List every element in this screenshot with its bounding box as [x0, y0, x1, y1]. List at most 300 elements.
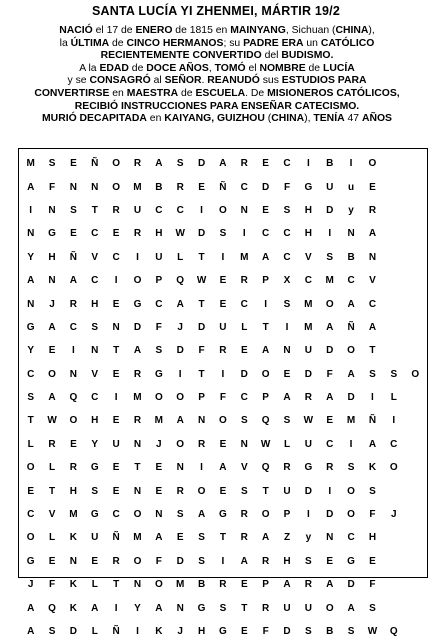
grid-cell[interactable]: A [219, 158, 227, 170]
grid-cell[interactable]: N [133, 485, 142, 497]
grid-cell[interactable]: R [240, 158, 248, 170]
grid-cell[interactable]: D [176, 555, 184, 567]
grid-cell[interactable]: L [91, 626, 98, 637]
grid-cell[interactable]: N [69, 181, 78, 193]
grid-cell[interactable]: S [283, 298, 291, 310]
grid-cell[interactable]: K [69, 532, 78, 544]
grid-cell[interactable]: C [347, 532, 355, 544]
grid-cell[interactable]: J [177, 626, 183, 637]
grid-cell[interactable]: T [262, 321, 269, 333]
grid-cell[interactable]: I [328, 228, 332, 240]
grid-cell[interactable]: Q [261, 462, 270, 474]
grid-cell[interactable]: I [328, 485, 332, 497]
grid-cell[interactable]: A [155, 602, 163, 614]
grid-cell[interactable]: C [347, 275, 355, 287]
grid-cell[interactable]: G [48, 228, 56, 240]
grid-cell[interactable]: N [27, 298, 35, 310]
grid-cell[interactable]: R [219, 345, 227, 357]
grid-cell[interactable]: A [27, 275, 35, 287]
grid-cell[interactable]: U [304, 345, 312, 357]
grid-cell[interactable]: O [26, 462, 35, 474]
grid-cell[interactable]: S [283, 204, 291, 216]
grid-cell[interactable]: S [219, 228, 227, 240]
grid-cell[interactable]: E [283, 368, 291, 380]
grid-cell[interactable]: I [136, 626, 139, 637]
grid-cell[interactable]: E [91, 555, 99, 567]
grid-cell[interactable]: B [326, 626, 334, 637]
grid-cell[interactable]: R [69, 298, 78, 310]
grid-cell[interactable]: R [176, 485, 184, 497]
grid-cell[interactable]: I [72, 345, 75, 357]
grid-cell[interactable]: S [91, 485, 99, 497]
grid-cell[interactable]: T [262, 485, 269, 497]
grid-cell[interactable]: H [48, 251, 56, 263]
grid-cell[interactable]: T [198, 251, 205, 263]
grid-cell[interactable]: O [176, 438, 185, 450]
grid-cell[interactable]: C [283, 158, 291, 170]
grid-cell[interactable]: C [326, 438, 334, 450]
grid-cell[interactable]: S [198, 555, 205, 567]
grid-cell[interactable]: T [91, 204, 98, 216]
grid-cell[interactable]: E [369, 181, 376, 193]
grid-cell[interactable]: C [176, 204, 184, 216]
grid-cell[interactable]: R [240, 532, 248, 544]
grid-cell[interactable]: O [26, 532, 35, 544]
grid-cell[interactable]: O [176, 392, 185, 404]
grid-cell[interactable]: P [262, 275, 269, 287]
grid-cell[interactable]: F [369, 509, 376, 521]
grid-cell[interactable]: H [304, 204, 312, 216]
grid-cell[interactable]: E [70, 158, 77, 170]
grid-cell[interactable]: V [48, 509, 56, 521]
grid-cell[interactable]: G [219, 626, 227, 637]
grid-cell[interactable]: D [304, 368, 312, 380]
grid-cell[interactable]: A [326, 579, 334, 591]
grid-cell[interactable]: D [304, 485, 312, 497]
grid-cell[interactable]: E [219, 438, 227, 450]
grid-cell[interactable]: Y [27, 251, 35, 263]
grid-cell[interactable]: D [347, 579, 355, 591]
grid-cell[interactable]: D [326, 204, 334, 216]
grid-cell[interactable]: D [262, 181, 270, 193]
grid-cell[interactable]: E [262, 158, 269, 170]
grid-cell[interactable]: W [260, 438, 271, 450]
grid-cell[interactable]: U [283, 602, 291, 614]
grid-cell[interactable]: N [91, 181, 99, 193]
grid-cell[interactable]: A [176, 298, 184, 310]
grid-cell[interactable]: M [26, 158, 35, 170]
grid-cell[interactable]: H [304, 228, 312, 240]
grid-cell[interactable]: X [283, 275, 291, 287]
grid-cell[interactable]: Q [389, 626, 398, 637]
grid-cell[interactable]: E [219, 485, 227, 497]
grid-cell[interactable]: W [196, 275, 207, 287]
grid-cell[interactable]: N [347, 228, 355, 240]
grid-cell[interactable]: S [240, 415, 248, 427]
grid-cell[interactable]: D [197, 228, 206, 240]
grid-cell[interactable]: V [91, 368, 99, 380]
grid-cell[interactable]: A [262, 345, 270, 357]
grid-cell[interactable]: S [390, 368, 398, 380]
grid-cell[interactable]: I [306, 158, 310, 170]
grid-cell[interactable]: H [197, 626, 206, 637]
grid-cell[interactable]: T [134, 462, 141, 474]
grid-cell[interactable]: D [197, 321, 206, 333]
grid-cell[interactable]: F [155, 321, 162, 333]
grid-cell[interactable]: N [48, 275, 56, 287]
grid-cell[interactable]: G [90, 462, 99, 474]
grid-cell[interactable]: E [240, 626, 248, 637]
grid-cell[interactable]: J [177, 321, 183, 333]
grid-cell[interactable]: G [197, 602, 206, 614]
grid-cell[interactable]: I [264, 298, 268, 310]
grid-cell[interactable]: C [27, 509, 35, 521]
grid-cell[interactable]: I [178, 368, 182, 380]
grid-cell[interactable]: B [326, 158, 334, 170]
grid-cell[interactable]: H [155, 228, 163, 240]
grid-cell[interactable]: T [27, 415, 34, 427]
grid-cell[interactable]: G [304, 181, 313, 193]
grid-cell[interactable]: R [69, 462, 78, 474]
grid-cell[interactable]: Ñ [112, 532, 120, 544]
grid-cell[interactable]: O [347, 345, 355, 357]
grid-cell[interactable]: E [155, 485, 163, 497]
grid-cell[interactable]: E [262, 204, 269, 216]
grid-cell[interactable]: D [69, 626, 78, 637]
grid-cell[interactable]: F [198, 345, 205, 357]
grid-cell[interactable]: Ñ [112, 626, 120, 637]
grid-cell[interactable]: I [306, 509, 310, 521]
grid-cell[interactable]: A [368, 228, 377, 240]
grid-cell[interactable]: S [305, 626, 312, 637]
grid-cell[interactable]: O [197, 485, 206, 497]
grid-cell[interactable]: S [91, 321, 99, 333]
grid-cell[interactable]: I [221, 368, 225, 380]
grid-cell[interactable]: W [367, 626, 378, 637]
grid-cell[interactable]: T [198, 368, 205, 380]
grid-cell[interactable]: W [175, 228, 185, 240]
grid-cell[interactable]: Q [261, 415, 270, 427]
grid-cell[interactable]: A [27, 181, 35, 193]
grid-cell[interactable]: B [347, 251, 355, 263]
grid-cell[interactable]: C [112, 251, 120, 263]
grid-cell[interactable]: A [133, 345, 142, 357]
grid-cell[interactable]: Z [283, 532, 291, 544]
grid-cell[interactable]: E [112, 415, 120, 427]
grid-cell[interactable]: U [304, 438, 312, 450]
grid-cell[interactable]: T [241, 602, 248, 614]
grid-cell[interactable]: y [305, 532, 312, 544]
grid-cell[interactable]: A [197, 509, 206, 521]
grid-cell[interactable]: C [240, 392, 248, 404]
grid-cell[interactable]: Q [69, 392, 78, 404]
grid-cell[interactable]: V [305, 251, 312, 263]
grid-cell[interactable]: S [305, 555, 312, 567]
grid-cell[interactable]: C [155, 204, 163, 216]
grid-cell[interactable]: J [49, 298, 55, 310]
grid-cell[interactable]: H [368, 532, 377, 544]
grid-cell[interactable]: O [411, 368, 420, 380]
grid-cell[interactable]: P [262, 579, 269, 591]
grid-cell[interactable]: H [69, 485, 78, 497]
grid-cell[interactable]: I [114, 392, 118, 404]
grid-cell[interactable]: L [177, 251, 184, 263]
grid-cell[interactable]: I [221, 251, 225, 263]
grid-cell[interactable]: E [112, 462, 120, 474]
grid-cell[interactable]: O [389, 462, 398, 474]
grid-cell[interactable]: E [240, 579, 248, 591]
grid-cell[interactable]: y [348, 204, 354, 216]
grid-cell[interactable]: J [156, 438, 162, 450]
grid-cell[interactable]: T [198, 298, 205, 310]
grid-cell[interactable]: M [176, 579, 185, 591]
grid-cell[interactable]: M [325, 275, 334, 287]
grid-cell[interactable]: M [346, 415, 356, 427]
grid-cell[interactable]: W [47, 415, 57, 427]
grid-cell[interactable]: E [219, 298, 227, 310]
grid-cell[interactable]: E [112, 368, 120, 380]
grid-cell[interactable]: L [27, 438, 34, 450]
grid-cell[interactable]: R [133, 368, 142, 380]
grid-cell[interactable]: I [285, 321, 289, 333]
grid-cell[interactable]: O [347, 485, 355, 497]
grid-cell[interactable]: E [240, 345, 248, 357]
grid-cell[interactable]: O [112, 181, 120, 193]
grid-cell[interactable]: S [347, 626, 355, 637]
grid-cell[interactable]: P [283, 509, 291, 521]
grid-cell[interactable]: N [368, 251, 377, 263]
grid-cell[interactable]: C [283, 228, 291, 240]
grid-cell[interactable]: D [283, 626, 291, 637]
grid-cell[interactable]: F [48, 181, 56, 193]
grid-cell[interactable]: K [368, 462, 377, 474]
grid-cell[interactable]: A [347, 602, 355, 614]
grid-cell[interactable]: N [69, 555, 78, 567]
grid-cell[interactable]: E [112, 228, 120, 240]
grid-cell[interactable]: R [197, 438, 206, 450]
grid-cell[interactable]: E [369, 555, 376, 567]
grid-cell[interactable]: L [48, 462, 56, 474]
grid-cell[interactable]: O [219, 415, 227, 427]
grid-cell[interactable]: S [369, 485, 376, 497]
grid-cell[interactable]: A [240, 555, 248, 567]
grid-cell[interactable]: O [261, 509, 270, 521]
grid-cell[interactable]: S [155, 345, 163, 357]
grid-cell[interactable]: S [240, 485, 248, 497]
grid-cell[interactable]: H [91, 298, 99, 310]
grid-cell[interactable]: S [176, 158, 184, 170]
grid-cell[interactable]: S [326, 251, 334, 263]
grid-cell[interactable]: A [27, 602, 35, 614]
grid-cell[interactable]: S [48, 158, 56, 170]
grid-cell[interactable]: E [326, 555, 334, 567]
grid-cell[interactable]: C [390, 438, 398, 450]
grid-cell[interactable]: D [326, 509, 334, 521]
grid-cell[interactable]: E [27, 485, 35, 497]
grid-cell[interactable]: F [48, 579, 56, 591]
grid-cell[interactable]: D [133, 321, 142, 333]
grid-cell[interactable]: S [27, 392, 35, 404]
grid-cell[interactable]: N [133, 579, 142, 591]
grid-cell[interactable]: N [176, 602, 184, 614]
grid-cell[interactable]: U [219, 321, 227, 333]
grid-cell[interactable]: Y [134, 602, 141, 614]
grid-cell[interactable]: O [154, 392, 163, 404]
grid-cell[interactable]: E [198, 181, 205, 193]
grid-cell[interactable]: E [326, 415, 334, 427]
grid-cell[interactable]: N [326, 532, 334, 544]
grid-cell[interactable]: O [368, 158, 377, 170]
grid-cell[interactable]: S [198, 532, 205, 544]
grid-cell[interactable]: O [133, 555, 142, 567]
grid-cell[interactable]: T [48, 485, 56, 497]
grid-cell[interactable]: A [27, 626, 35, 637]
grid-cell[interactable]: I [200, 204, 203, 216]
grid-cell[interactable]: Y [91, 438, 99, 450]
grid-cell[interactable]: A [347, 298, 355, 310]
grid-cell[interactable]: N [176, 462, 184, 474]
grid-cell[interactable]: R [133, 415, 142, 427]
grid-cell[interactable]: N [69, 368, 78, 380]
grid-cell[interactable]: N [91, 345, 99, 357]
grid-cell[interactable]: Q [176, 275, 185, 287]
grid-cell[interactable]: J [391, 509, 397, 521]
grid-cell[interactable]: R [262, 555, 270, 567]
grid-cell[interactable]: G [304, 462, 313, 474]
grid-cell[interactable]: N [283, 345, 291, 357]
grid-cell[interactable]: B [155, 181, 163, 193]
grid-cell[interactable]: A [368, 438, 377, 450]
grid-cell[interactable]: I [392, 415, 396, 427]
grid-cell[interactable]: C [240, 181, 248, 193]
grid-cell[interactable]: Ñ [368, 415, 377, 427]
grid-cell[interactable]: G [26, 555, 35, 567]
grid-cell[interactable]: D [197, 158, 206, 170]
grid-cell[interactable]: G [347, 555, 355, 567]
grid-cell[interactable]: A [262, 532, 270, 544]
grid-cell[interactable]: A [176, 415, 184, 427]
grid-cell[interactable]: L [91, 579, 98, 591]
grid-cell[interactable]: A [368, 321, 377, 333]
grid-cell[interactable]: u [348, 181, 355, 193]
grid-cell[interactable]: E [70, 438, 77, 450]
grid-cell[interactable]: E [70, 228, 77, 240]
grid-cell[interactable]: R [240, 275, 248, 287]
grid-cell[interactable]: S [369, 368, 376, 380]
grid-cell[interactable]: I [349, 158, 353, 170]
grid-cell[interactable]: M [133, 532, 142, 544]
grid-cell[interactable]: A [48, 392, 56, 404]
grid-cell[interactable]: I [114, 275, 118, 287]
grid-cell[interactable]: U [283, 485, 291, 497]
grid-cell[interactable]: T [369, 345, 376, 357]
grid-cell[interactable]: A [48, 321, 56, 333]
grid-cell[interactable]: C [112, 509, 120, 521]
grid-cell[interactable]: F [155, 555, 162, 567]
grid-cell[interactable]: M [69, 509, 78, 521]
grid-cell[interactable]: E [112, 485, 120, 497]
grid-cell[interactable]: K [69, 579, 78, 591]
grid-cell[interactable]: C [91, 392, 99, 404]
grid-cell[interactable]: A [283, 579, 291, 591]
grid-cell[interactable]: R [219, 579, 227, 591]
grid-cell[interactable]: N [48, 204, 56, 216]
grid-cell[interactable]: L [283, 438, 291, 450]
grid-cell[interactable]: A [91, 602, 99, 614]
grid-cell[interactable]: G [219, 509, 227, 521]
grid-cell[interactable]: R [133, 158, 142, 170]
grid-cell[interactable]: N [240, 438, 248, 450]
grid-cell[interactable]: F [326, 368, 333, 380]
grid-cell[interactable]: F [262, 626, 269, 637]
grid-cell[interactable]: V [240, 462, 248, 474]
grid-cell[interactable]: N [155, 509, 163, 521]
grid-cell[interactable]: I [114, 602, 118, 614]
grid-cell[interactable]: H [91, 415, 99, 427]
grid-cell[interactable]: E [112, 298, 120, 310]
grid-cell[interactable]: N [112, 321, 120, 333]
grid-cell[interactable]: S [176, 509, 184, 521]
grid-cell[interactable]: Ñ [91, 158, 99, 170]
grid-cell[interactable]: A [326, 321, 334, 333]
grid-cell[interactable]: I [242, 228, 246, 240]
grid-cell[interactable]: O [69, 415, 78, 427]
grid-cell[interactable]: A [326, 392, 334, 404]
grid-cell[interactable]: D [240, 368, 248, 380]
grid-cell[interactable]: G [26, 321, 35, 333]
grid-cell[interactable]: V [369, 275, 376, 287]
grid-cell[interactable]: U [133, 204, 142, 216]
grid-cell[interactable]: L [48, 532, 56, 544]
grid-cell[interactable]: C [368, 298, 377, 310]
grid-cell[interactable]: J [27, 579, 34, 591]
grid-cell[interactable]: P [155, 275, 163, 287]
grid-cell[interactable]: T [113, 579, 120, 591]
grid-cell[interactable]: C [91, 275, 99, 287]
grid-cell[interactable]: E [48, 555, 56, 567]
grid-cell[interactable]: Q [48, 602, 56, 614]
grid-cell[interactable]: R [368, 204, 377, 216]
grid-cell[interactable]: M [240, 251, 249, 263]
grid-cell[interactable]: P [198, 392, 205, 404]
grid-cell[interactable]: Ñ [69, 251, 78, 263]
grid-cell[interactable]: I [349, 438, 353, 450]
grid-cell[interactable]: A [262, 251, 270, 263]
grid-cell[interactable]: W [303, 415, 314, 427]
grid-cell[interactable]: I [29, 204, 33, 216]
grid-cell[interactable]: B [197, 579, 206, 591]
grid-cell[interactable]: C [262, 228, 270, 240]
grid-cell[interactable]: O [347, 509, 355, 521]
grid-cell[interactable]: O [325, 602, 334, 614]
grid-cell[interactable]: C [69, 321, 78, 333]
grid-cell[interactable]: I [136, 251, 139, 263]
grid-cell[interactable]: E [155, 462, 163, 474]
grid-cell[interactable]: N [133, 438, 142, 450]
grid-cell[interactable]: R [304, 579, 312, 591]
grid-cell[interactable]: R [48, 438, 56, 450]
grid-cell[interactable]: R [133, 228, 142, 240]
grid-cell[interactable]: A [69, 275, 78, 287]
grid-cell[interactable]: C [240, 298, 248, 310]
grid-cell[interactable]: C [27, 368, 35, 380]
grid-cell[interactable]: N [27, 228, 35, 240]
grid-cell[interactable]: O [154, 579, 163, 591]
grid-cell[interactable]: R [326, 462, 334, 474]
grid-cell[interactable]: G [133, 298, 142, 310]
grid-cell[interactable]: L [390, 392, 397, 404]
grid-cell[interactable]: C [91, 228, 99, 240]
